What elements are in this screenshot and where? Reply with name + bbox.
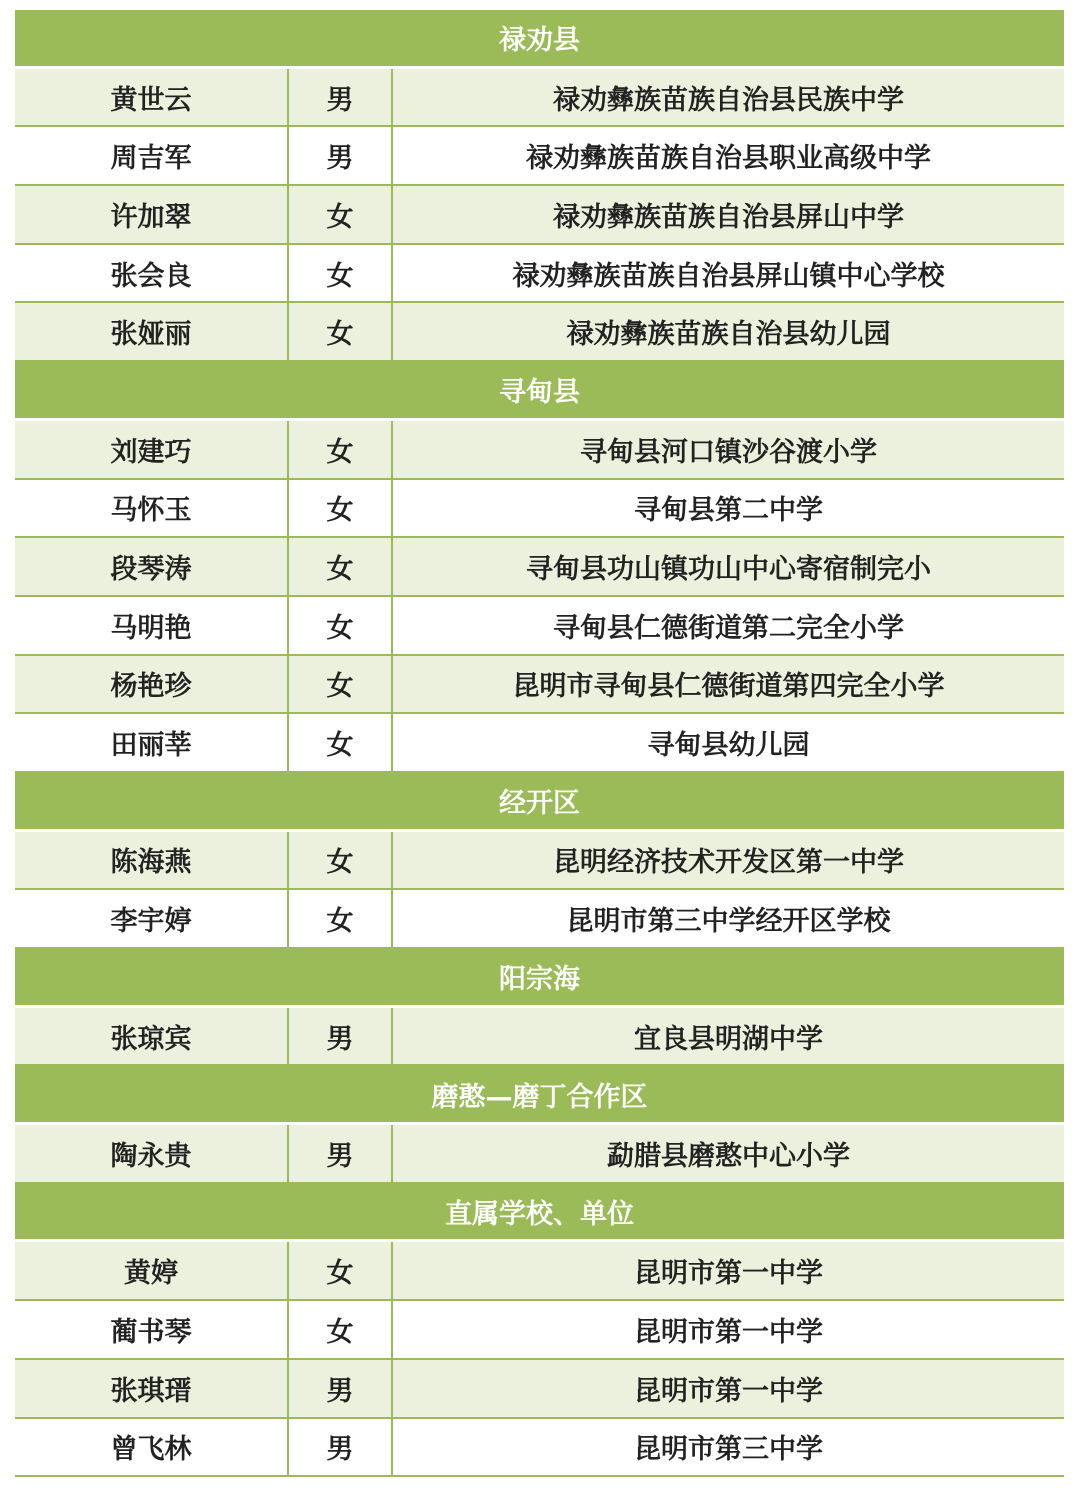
table-row xyxy=(15,714,1064,773)
gender-cell: 女 xyxy=(289,1242,393,1299)
name-cell: 许加翠 xyxy=(15,186,289,243)
school-cell: 禄劝彝族苗族自治县屏山中学 xyxy=(553,201,904,233)
name-cell: 刘建巧 xyxy=(15,421,289,478)
section-title: 寻甸县 xyxy=(499,377,580,409)
name-cell: 黄婷 xyxy=(15,1242,289,1299)
school-cell: 禄劝彝族苗族自治县幼儿园 xyxy=(566,319,891,351)
table-row xyxy=(15,245,1064,304)
section-header xyxy=(15,10,1064,69)
gender-cell: 女 xyxy=(289,421,393,478)
table-row xyxy=(15,186,1064,245)
school-cell: 昆明经济技术开发区第一中学 xyxy=(553,847,904,879)
gender-cell: 女 xyxy=(289,480,393,537)
school-cell: 禄劝彝族苗族自治县屏山镇中心学校 xyxy=(512,260,945,292)
table-row xyxy=(15,1301,1064,1360)
gender-cell: 男 xyxy=(289,1008,393,1065)
section-header xyxy=(15,949,1064,1008)
table-row xyxy=(15,890,1064,949)
name-cell: 周吉军 xyxy=(15,127,289,184)
table-row xyxy=(15,538,1064,597)
school-cell: 昆明市寻甸县仁德街道第四完全小学 xyxy=(512,671,945,703)
section-title: 直属学校、单位 xyxy=(445,1199,634,1231)
gender-cell: 女 xyxy=(289,890,393,947)
table-row xyxy=(15,1008,1064,1067)
name-cell: 蔺书琴 xyxy=(15,1301,289,1358)
school-cell: 禄劝彝族苗族自治县民族中学 xyxy=(553,84,904,116)
section-header xyxy=(15,1184,1064,1243)
gender-cell: 女 xyxy=(289,714,393,771)
name-cell: 陶永贵 xyxy=(15,1125,289,1182)
table-row xyxy=(15,597,1064,656)
awardee-table xyxy=(15,10,1064,1477)
name-cell: 马怀玉 xyxy=(15,480,289,537)
school-cell: 昆明市第三中学 xyxy=(634,1434,823,1466)
gender-cell: 女 xyxy=(289,656,393,713)
section-title: 经开区 xyxy=(499,788,580,820)
table-row xyxy=(15,1125,1064,1184)
table-row xyxy=(15,1360,1064,1419)
table-row xyxy=(15,1242,1064,1301)
school-cell: 勐腊县磨憨中心小学 xyxy=(607,1140,850,1172)
school-cell: 昆明市第一中学 xyxy=(634,1375,823,1407)
school-cell: 寻甸县河口镇沙谷渡小学 xyxy=(580,436,877,468)
school-cell: 禄劝彝族苗族自治县职业高级中学 xyxy=(526,143,931,175)
school-cell: 寻甸县幼儿园 xyxy=(647,730,810,762)
name-cell: 田丽莘 xyxy=(15,714,289,771)
table-row xyxy=(15,656,1064,715)
school-cell: 寻甸县功山镇功山中心寄宿制完小 xyxy=(526,554,931,586)
name-cell: 陈海燕 xyxy=(15,832,289,889)
section-title: 禄劝县 xyxy=(499,25,580,57)
school-cell: 昆明市第三中学经开区学校 xyxy=(566,906,891,938)
gender-cell: 女 xyxy=(289,832,393,889)
name-cell: 杨艳珍 xyxy=(15,656,289,713)
gender-cell: 男 xyxy=(289,69,393,126)
name-cell: 黄世云 xyxy=(15,69,289,126)
table-row xyxy=(15,421,1064,480)
gender-cell: 女 xyxy=(289,538,393,595)
gender-cell: 女 xyxy=(289,303,393,360)
table-row xyxy=(15,69,1064,128)
table-row xyxy=(15,480,1064,539)
table-row xyxy=(15,303,1064,362)
school-cell: 寻甸县第二中学 xyxy=(634,495,823,527)
name-cell: 张琼宾 xyxy=(15,1008,289,1065)
school-cell: 昆明市第一中学 xyxy=(634,1316,823,1348)
gender-cell: 男 xyxy=(289,1419,393,1476)
table-row xyxy=(15,832,1064,891)
gender-cell: 女 xyxy=(289,186,393,243)
name-cell: 李宇婷 xyxy=(15,890,289,947)
gender-cell: 女 xyxy=(289,1301,393,1358)
section-title: 磨憨—磨丁合作区 xyxy=(431,1081,648,1113)
name-cell: 张娅丽 xyxy=(15,303,289,360)
school-cell: 寻甸县仁德街道第二完全小学 xyxy=(553,612,904,644)
name-cell: 曾飞林 xyxy=(15,1419,289,1476)
name-cell: 张琪瑨 xyxy=(15,1360,289,1417)
gender-cell: 女 xyxy=(289,597,393,654)
gender-cell: 男 xyxy=(289,1360,393,1417)
name-cell: 张会良 xyxy=(15,245,289,302)
gender-cell: 女 xyxy=(289,245,393,302)
school-cell: 宜良县明湖中学 xyxy=(634,1023,823,1055)
section-header xyxy=(15,1066,1064,1125)
gender-cell: 男 xyxy=(289,1125,393,1182)
school-cell: 昆明市第一中学 xyxy=(634,1258,823,1290)
section-header xyxy=(15,362,1064,421)
name-cell: 马明艳 xyxy=(15,597,289,654)
table-row xyxy=(15,127,1064,186)
table-row xyxy=(15,1419,1064,1478)
section-header xyxy=(15,773,1064,832)
section-title: 阳宗海 xyxy=(499,964,580,996)
gender-cell: 男 xyxy=(289,127,393,184)
name-cell: 段琴涛 xyxy=(15,538,289,595)
